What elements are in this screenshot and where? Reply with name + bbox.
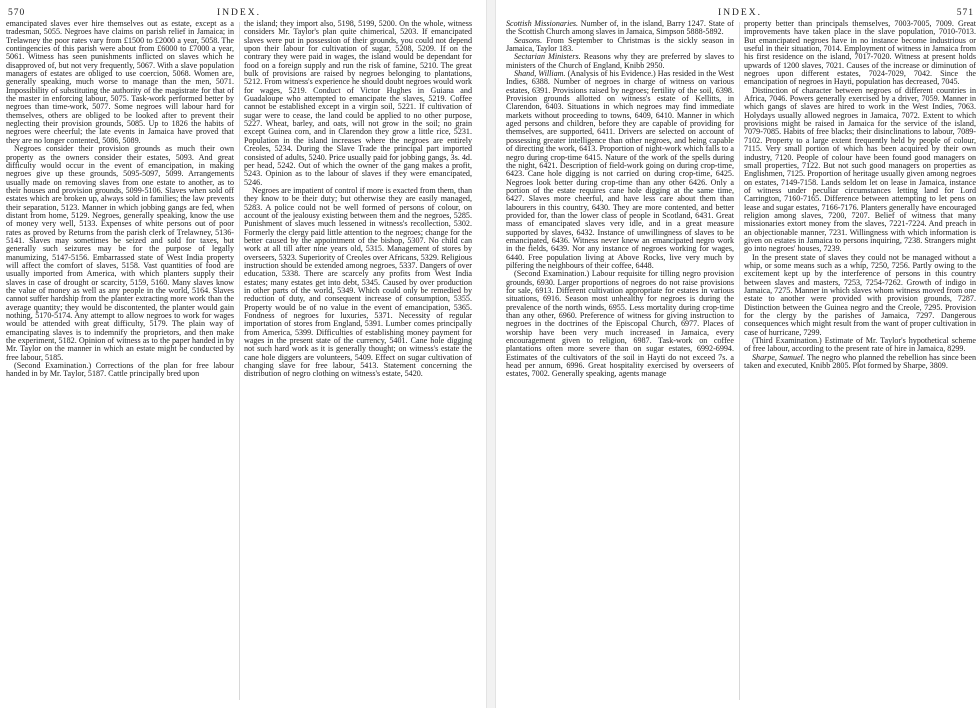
- index-entry-text: emancipated slaves ever hire themselves out as estate, except as a tradesman, 5055. Negroes have claims on parish relief in Jamaica; in Trelawney the poor rates vary from £1500 to £2000 a year, 5058. The contingencies of this parish were about from £6000 to £7000 a year, 5061. Witness has seen punishments inflicted on slaves which he disapproved of, but not very frequently, 5067. With a slave population managers of estates are obliged to use coercion, 5068. Women are, generally speaking, much worse to manage than the men, 5071. Impossibility of substituting the authority of the magistrate for that of the master in enforcing labour, 5075. Task-work performed better by negroes than time-work, 5077. Some negroes will labour hard for themselves, others are obliged to be looked after to prevent their neglecting their provision grounds, 5085. Up to 1826 the habits of negroes were cheerful; the late events in Jamaica have proved that they are no longer contented, 5086, 5089.: [6, 20, 234, 145]
- index-entry-text: Negroes consider their provision grounds as much their own property as the owners consider their estates, 5093. And great difficulty would occur in the event of emancipation, in making negroes give up these grounds, 5095-5097, 5099. Arrangements usually made on removing slaves from one estate to another, as to their houses and provision grounds, 5099-5106. Slaves when sold off estates which are broken up, always sold in families; the law prevents their separation, 5123. Manner in which jobbing gangs are fed, when distant from home, 5129. Negroes, generally speaking, know the use of money very well, 5133. Expenses of white persons out of poor rates as proved by Returns from the parish clerk of Trelawney, 5136-5141. Slaves may sometimes be seized and sold for taxes, but generally such seizures may be for the purpose of legally manumizing, 5147-5156. Embarrassed state of West India property will affect the comfort of slaves, 5158. Vast quantities of food are usually imported from America, with which planters supply their slaves in case of drought or scarcity, 5159, 5160. Many slaves know the value of money as well as any people in the world, 5164. Slaves cannot suffer hardship from the planter extracting more work than the average quantity; they would be discontented, the planter would gain nothing, 5170-5174. Any attempt to allow negroes to work for wages would be attended with great difficulty, 5179. The plain way of emancipating slaves is to indemnify the proprietors, and then make the experiment, 5182. Opinion of witness as to the paper handed in by Mr. Taylor on the manner in which an estate might be conducted by free labour, 5185.: [6, 144, 234, 362]
- index-entry-text: (Analysis of his Evidence.) Has resided in the West Indies, 6388. Number of negroes in charge of witness on various estates, 6391. Provisions raised by negroes; fertility of the soil, 6398. Provision grounds allotted on witness's estate of Kellitts, in Clarendon, 6403. Situations in which negroes may find immediate markets without proceeding to towns, 6409, 6410. Manner in which aged persons and children, before they are capable of providing for themselves, are supported, 6411. Drivers are selected on account of possessing greater intelligence than other negroes, and being capable of directing the work, 6413. Proportion of night-work which falls to a negro during crop-time 6415. Nature of the work of the spells during the night, 6421. Description of field-work going on during crop-time, 6423. Cane hole digging is not carried on during crop-time, 6425. Negroes look better during crop-time than any other 6426. Only a portion of the estate requires cane hole digging at the same time, 6427. Slaves more cheerful, and have less care about them than labourers in this country, 6430. They are more contented, and better provided for, than the lower class of people in Scotland, 6431. Great mass of emancipated slaves very idle, and in a great measure supported by slaves, 6432. Instance of unwillingness of slaves to be emancipated, 6436. Witness never knew an emancipated negro work in the fields, 6439. Nor any instance of negroes working for wages, 6440. Free population living at Above Rocks, live very much by pilfering the neighbours of their coffee, 6448.: [506, 69, 734, 270]
- index-entry: [506, 53, 734, 70]
- left-page: [0, 0, 478, 708]
- index-headword: Seasons.: [514, 35, 543, 45]
- index-entry-text: Number of, in the island, Barry 1247. State of the Scottish Church among slaves in Jamaica, Simpson 5888-5892.: [506, 20, 734, 37]
- index-entry: [744, 87, 976, 254]
- index-entry-text: The negro who planned the rebellion has since been taken and executed, Knibb 2805. Plot formed by Sharpe, 3809.: [744, 352, 976, 371]
- index-entry-text: Negroes are impatient of control if more is exacted from them, than they know to be their duty; but otherwise they are easily managed, 5283. A police could not be well formed of persons of colour, on account of the jealousy existing between them and the negroes, 5285. Punishment of slaves much lessened in witness's recollection, 5302. Formerly the clergy paid little attention to the negroes; change for the better caused by the appointment of the bishop, 5307. No child can work at all till after nine years old, 5315. Management of stores by overseers, 5323. Superiority of Creoles over Africans, 5329. Religious instruction should be extended among negroes, 5337. Dangers of over education, 5338. There are scarcely any profits from West India estates; many estates get into debt, 5345. Caused by over production in other parts of the world, 5349. Which could only be remedied by reduction of duty, and consequent increase of consumption, 5355. Property would be of no value in the event of emancipation, 5365. Fondness of negroes for luxuries, 5371. Necessity of regular importation of stores from England, 5391. Lumber comes principally from America, 5399. Difficulties of establishing money payment for wages in the present state of the currency, 5401. Cane hole digging not such hard work as it is generally thought; on witness's estate the cane hole diggers are volunteers, 5409. Effect on sugar cultivation of changing slave for free labour, 5413. Statement concerning the distribution of negro clothing on witness's estate, 5420.: [244, 185, 472, 379]
- index-entry-text: property better than principals themselves, 7003-7005, 7009. Great improvements have taken place in the slave population, 7010-7013. But emancipated negroes have in no instance become industrious or useful in their situation, 7014. Employment of witness in Jamaica from his first residence on the island, 7017-7020. Witness at present holds upwards of 1200 slaves, 7021. Causes of the increase or diminution of negroes upon different estates, 7024-7029, 7042. Since the emancipation of negroes in Hayti, population has decreased, 7045.: [744, 20, 976, 87]
- index-headword: Shand, William.: [514, 69, 566, 79]
- index-headword: Scottish Missionaries.: [506, 20, 579, 28]
- right-page: [500, 0, 980, 708]
- index-entry: [6, 362, 234, 379]
- index-entry: [744, 337, 976, 354]
- index-entry-text: From September to Christmas is the sickly season in Jamaica, Taylor 183.: [506, 35, 734, 54]
- index-entry: [744, 254, 976, 337]
- left-columns: [0, 20, 478, 704]
- index-entry-text: (Third Examination.) Estimate of Mr. Taylor's hypothetical scheme of free labour, according to the present rate of hire in Jamaica, 8299.: [744, 336, 976, 354]
- index-entry: [6, 20, 234, 145]
- right-running-head: [500, 8, 980, 20]
- index-entry: [244, 20, 472, 187]
- index-headword: Sharpe, Samuel.: [752, 352, 805, 362]
- index-entry-text: In the present state of slaves they could not be managed without a whip, or some means such as a whip, 7250, 7256. Partly owing to the excitement kept up by the interference of persons in this country between slaves and masters, 7253, 7254-7262. Growth of indigo in Jamaica, 7275. Manner in which slaves whom witness moved from one estate to another were provided with provision grounds, 7287. Distinction between the Guinea negro and the Creole, 7295. Provision for the clergy by the parishes of Jamaica, 7297. Dangerous consequences which might result from the want of proper cultivation in case of hurricane, 7299.: [744, 252, 976, 337]
- index-entry-text: Distinction of character between negroes of different countries in Africa, 7046. Powers generally exercised by a driver, 7059. Manner in which gangs of slaves are hired to work in the West Indies, 7063. Holydays usually allowed negroes in Jamaica, 7072. Extent to which provisions might be raised in Jamaica for the service of the island, 7079-7085. Habits of free blacks; their disinclinations to labour, 7089-7102. Property to a large extent frequently held by people of colour, 7115. Very small portion of which has been acquired by their own industry, 7120. People of colour have been found good managers on small properties, 7122. But not such good managers on properties as Englishmen, 7125. Proportion of heritage usually given among negroes on estates, 7149-7158. Lands seldom let on lease in Jamaica, instance of witness under peculiar circumstances letting land for Lord Carrington, 7160-7165. Difference between attempting to let pens on lease and sugar estates, 7166-7176. Planters generally have encouraged religion among slaves, 7200, 7207. Belief of witness that many missionaries extort money from the slaves, 7221-7224. And preach in an objectionable manner, 7231. Willingness with which information is given on estates in Jamaica to persons inquiring, 7238. Strangers might go into negroes' houses, 7239.: [744, 85, 976, 254]
- right-column-2: [744, 20, 976, 704]
- right-running-title: INDEX.: [718, 8, 762, 18]
- index-entry: [744, 354, 976, 371]
- index-entry: [744, 20, 976, 87]
- left-page-number: 570: [8, 8, 26, 18]
- index-headword: Sectarian Ministers.: [514, 52, 581, 62]
- index-entry: [506, 70, 734, 270]
- left-running-title: INDEX.: [217, 8, 261, 18]
- index-entry: [244, 187, 472, 379]
- index-entry-text: the island; they import also, 5198, 5199, 5200. On the whole, witness considers Mr. Taylor's plan quite chimerical, 5203. If emancipated slaves were put in possession of their grounds, you could not depend upon their labour for cultivation of sugar, 5208, 5209. If on the contrary they were paid in wages, the island would be dependant for food on a foreign supply and run the risk of famine, 5210. The great bulk of provisions are raised by negroes belonging to plantations, 5212. From witness's experience he should doubt negroes would work for wages, 5219. Conduct of Victor Hughes in Guiana and Guadaloupe who attempted to emancipate the slaves, 5219. Coffee cannot be established except in a virgin soil, 5221. If cultivation of sugar were to cease, the land could be applied to no other purpose, 5227. Wheat, barley, and oats, will not grow in the soil; no grain except Guinea corn, and in Clarendon they grow a little rice, 5231. Population in the island increases where the negroes are entirely Creoles, 5234. During the Slave Trade the principal part imported consisted of adults, 5240. Price usually paid for jobbing gangs, 3s. 4d. per head, 5242. Out of which the owner of the gang makes a profit, 5243. Opinion as to the labour of slaves if they were emancipated, 5246.: [244, 20, 472, 187]
- index-entry: [506, 37, 734, 54]
- right-column-1: [506, 20, 734, 704]
- left-column-1: [6, 20, 234, 704]
- left-column-2: [244, 20, 472, 704]
- index-entry: [506, 270, 734, 378]
- index-entry: [506, 20, 734, 37]
- left-running-head: [0, 8, 478, 20]
- index-entry-text: (Second Examination.) Labour requisite for tilling negro provision grounds, 6930. Larger proportions of negroes do not raise provisions for sale, 6913. Different cultivation appropriate for estates in various situations, 6916. Season most unhealthy for negroes is during the prevalence of the north winds, 6955. Less mortality during crop-time than any other, 6960. Preference of witness for giving instruction to negroes in the doctrines of the Episcopal Church, 6977. Places of worship have been very much increased in Jamaica, every encouragement given to religion, 6987. Task-work on coffee plantations often more severe than on sugar estates, 6992-6994. Estimates of the cultivators of the soil in Hayti do not exceed 7s. a head per annum, 6996. Great hospitality exercised by overseers of estates, 7002. Generally speaking, agents manage: [506, 269, 734, 379]
- index-entry-text: Reasons why they are preferred by slaves to ministers of the Church of England, Knibb 2950.: [506, 52, 734, 70]
- right-page-number: 571: [956, 8, 974, 18]
- right-columns: [500, 20, 980, 704]
- index-entry: [6, 145, 234, 362]
- book-gutter: [486, 0, 496, 708]
- index-entry-text: (Second Examination.) Corrections of the plan for free labour handed in by Mr. Taylor, 5187. Cattle principally bred upon: [6, 361, 234, 379]
